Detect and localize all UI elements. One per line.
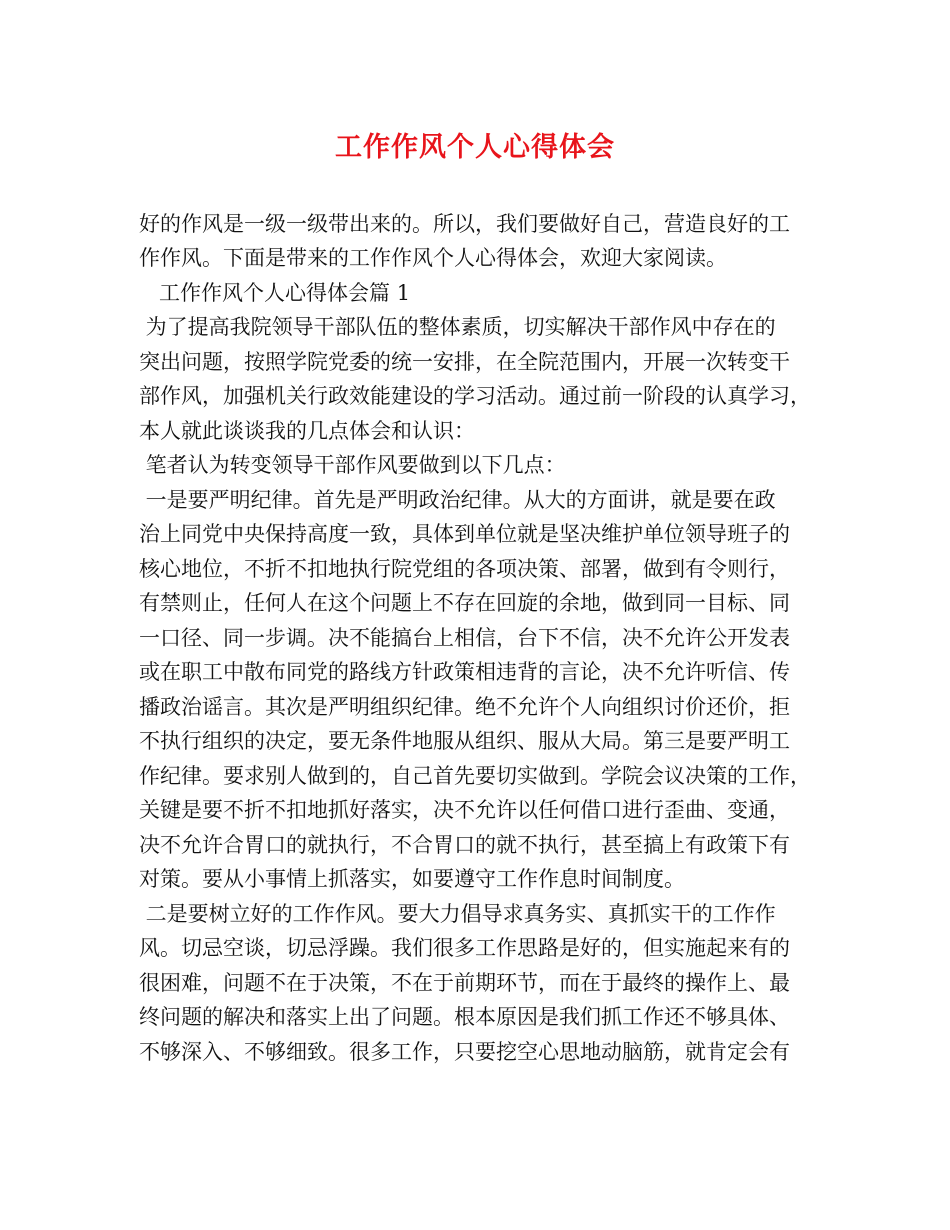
body-line-19: 决不允许合胃口的就执行，不合胃口的就不执行，甚至搞上有政策下有 bbox=[139, 833, 790, 857]
body-line-20: 对策。要从小事情上抓落实，如要遵守工作作息时间制度。 bbox=[139, 867, 685, 891]
body-line-1: 好的作风是一级一级带出来的。所以，我们要做好自己，营造良好的工 bbox=[139, 212, 790, 236]
body-line-9: 一是要严明纪律。首先是严明政治纪律。从大的方面讲，就是要在政 bbox=[139, 488, 776, 512]
body-line-15: 播政治谣言。其次是严明组织纪律。绝不允许个人向组织讨价还价，拒 bbox=[139, 695, 790, 719]
body-line-8: 笔者认为转变领导干部作风要做到以下几点： bbox=[139, 453, 566, 477]
body-line-4: 为了提高我院领导干部队伍的整体素质，切实解决干部作风中存在的 bbox=[139, 315, 776, 339]
body-line-11: 核心地位，不折不扣地执行院党组的各项决策、部署，做到有令则行， bbox=[139, 557, 790, 581]
body-line-21: 二是要树立好的工作作风。要大力倡导求真务实、真抓实干的工作作 bbox=[139, 902, 776, 926]
body-line-18: 关键是要不折不扣地抓好落实，决不允许以任何借口进行歪曲、变通， bbox=[139, 798, 790, 822]
body-line-12: 有禁则止，任何人在这个问题上不存在回旋的余地，做到同一目标、同 bbox=[139, 591, 790, 615]
document-title: 工作作风个人心得体会 bbox=[335, 132, 615, 163]
body-line-23: 很困难，问题不在于决策，不在于前期环节，而在于最终的操作上、最 bbox=[139, 971, 790, 995]
body-line-14: 或在职工中散布同党的路线方针政策相违背的言论，决不允许听信、传 bbox=[139, 660, 790, 684]
body-line-7: 本人就此谈谈我的几点体会和认识： bbox=[139, 419, 475, 443]
body-line-25: 不够深入、不够细致。很多工作，只要挖空心思地动脑筋，就肯定会有 bbox=[139, 1040, 790, 1064]
body-line-22: 风。切忌空谈，切忌浮躁。我们很多工作思路是好的，但实施起来有的 bbox=[139, 936, 790, 960]
body-line-2: 作作风。下面是带来的工作作风个人心得体会，欢迎大家阅读。 bbox=[139, 246, 727, 270]
body-line-10: 治上同党中央保持高度一致，具体到单位就是坚决维护单位领导班子的 bbox=[139, 522, 790, 546]
body-line-16: 不执行组织的决定，要无条件地服从组织、服从大局。第三是要严明工 bbox=[139, 729, 790, 753]
body-line-5: 突出问题，按照学院党委的统一安排，在全院范围内，开展一次转变干 bbox=[139, 350, 790, 374]
body-line-24: 终问题的解决和落实上出了问题。根本原因是我们抓工作还不够具体、 bbox=[139, 1005, 790, 1029]
body-line-13: 一口径、同一步调。决不能搞台上相信，台下不信，决不允许公开发表 bbox=[139, 626, 790, 650]
body-line-6: 部作风，加强机关行政效能建设的学习活动。通过前一阶段的认真学习， bbox=[139, 384, 811, 408]
body-line-17: 作纪律。要求别人做到的，自己首先要切实做到。学院会议决策的工作， bbox=[139, 764, 811, 788]
section-heading: 工作作风个人心得体会篇 1 bbox=[139, 281, 411, 305]
